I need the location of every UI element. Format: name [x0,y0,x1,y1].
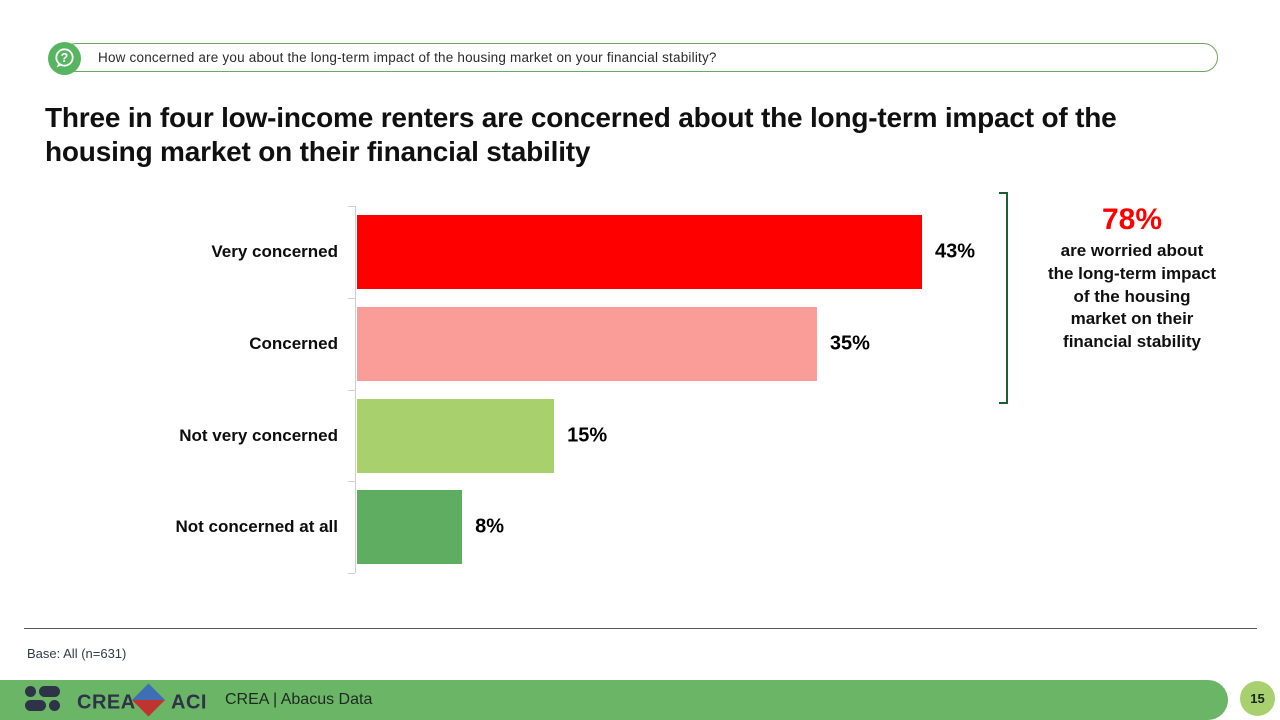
value-label: 15% [567,424,608,446]
crea-dots-bars-mark-icon [25,686,60,711]
value-label: 43% [935,240,976,263]
logo-crea-text: CREA [77,691,136,714]
bar [357,399,554,473]
axis-tick [348,481,355,482]
axis-tick [348,390,355,391]
page-title: Three in four low-income renters are concerned about the long-term impact of the housing market on their financial stability [45,102,1117,167]
category-axis-line [355,206,356,573]
value-label: 35% [829,332,870,355]
bar [357,215,922,289]
annotation-bracket [999,192,1008,404]
question-bubble-icon [48,42,81,75]
svg-text:?: ? [60,50,69,65]
bar [357,490,462,564]
category-label: Not concerned at all [175,517,338,537]
value-label: 8% [475,515,505,538]
logo-diamond-icon [132,684,165,717]
crea-aci-logo [25,683,210,717]
logo-aci-text: ACI [171,691,207,714]
footer-brand-text: CREA | Abacus Data [225,691,373,708]
question-banner-text: How concerned are you about the long-term impact of the housing market on your financial stability? [98,50,717,65]
axis-tick [348,573,355,574]
annotation-callout [1046,203,1218,354]
bar [357,307,817,381]
page-number-badge: 15 [1240,681,1275,716]
axis-tick [348,298,355,299]
category-label: Concerned [249,333,338,353]
axis-tick [348,206,355,207]
category-label: Not very concerned [179,425,338,445]
annotation-text: are worried about the long-term impact of the housing market on their financial stability [1047,241,1217,352]
base-note: Base: All (n=631) [27,646,127,661]
footer-divider-line [24,628,1257,629]
category-label: Very concerned [211,242,338,261]
annotation-value: 78% [1101,203,1163,236]
